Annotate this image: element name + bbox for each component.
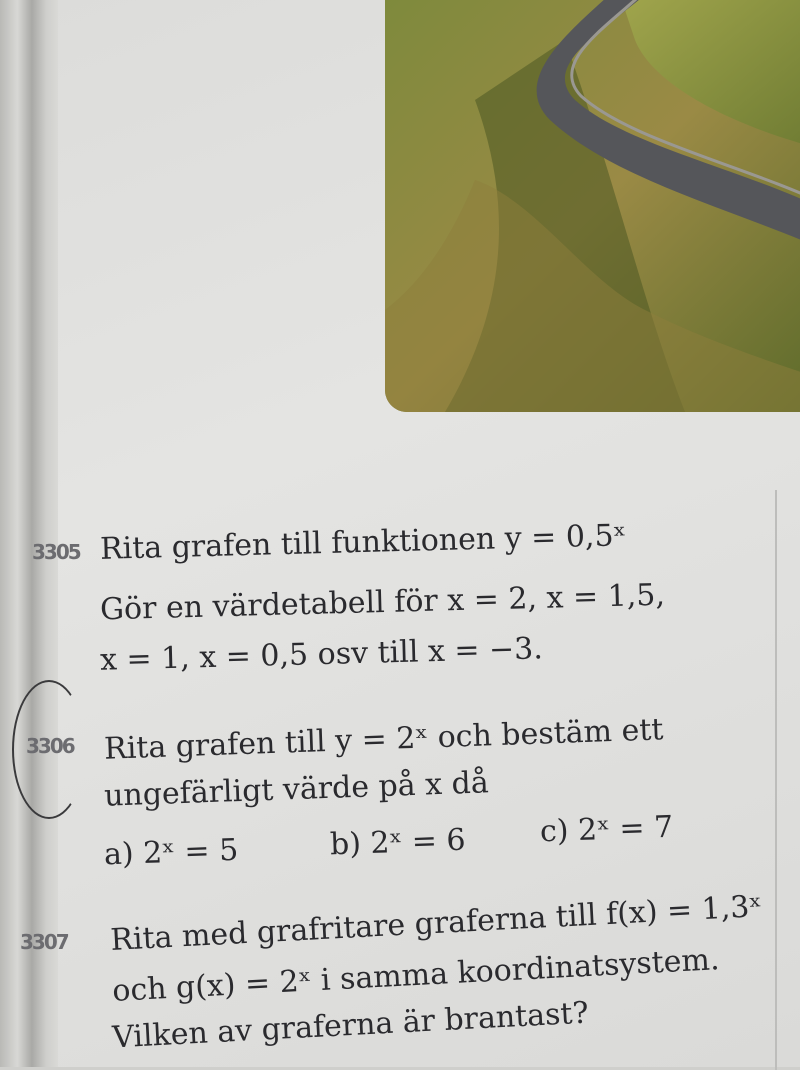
- exercise-text-line: Rita grafen till y = 2ˣ och bestäm ett: [103, 712, 664, 767]
- exercise-text-line: Rita med grafritare graferna till f(x) = 1,3ˣ: [109, 888, 763, 959]
- exercise-text-line: och g(x) = 2ˣ i samma koordinatsystem.: [111, 942, 721, 1009]
- exercise-subpart-b: b) 2ˣ = 6: [329, 822, 467, 863]
- exercise-number: 3307: [20, 930, 68, 954]
- exercise-text-line: Vilken av graferna är brantast?: [111, 995, 590, 1056]
- exercise-text-line: ungefärligt värde på x då: [103, 765, 490, 814]
- exercise-number: 3306: [26, 734, 74, 758]
- exercise-subpart-a: a) 2ˣ = 5: [103, 832, 239, 873]
- exercise-text-line: Rita grafen till funktionen y = 0,5ˣ: [99, 518, 627, 567]
- exercise-subpart-c: c) 2ˣ = 7: [539, 809, 674, 850]
- exercise-number: 3305: [32, 540, 80, 564]
- exercise-text-line: Gör en värdetabell för x = 2, x = 1,5,: [99, 577, 666, 628]
- exercise-text-line: x = 1, x = 0,5 osv till x = −3.: [99, 631, 544, 678]
